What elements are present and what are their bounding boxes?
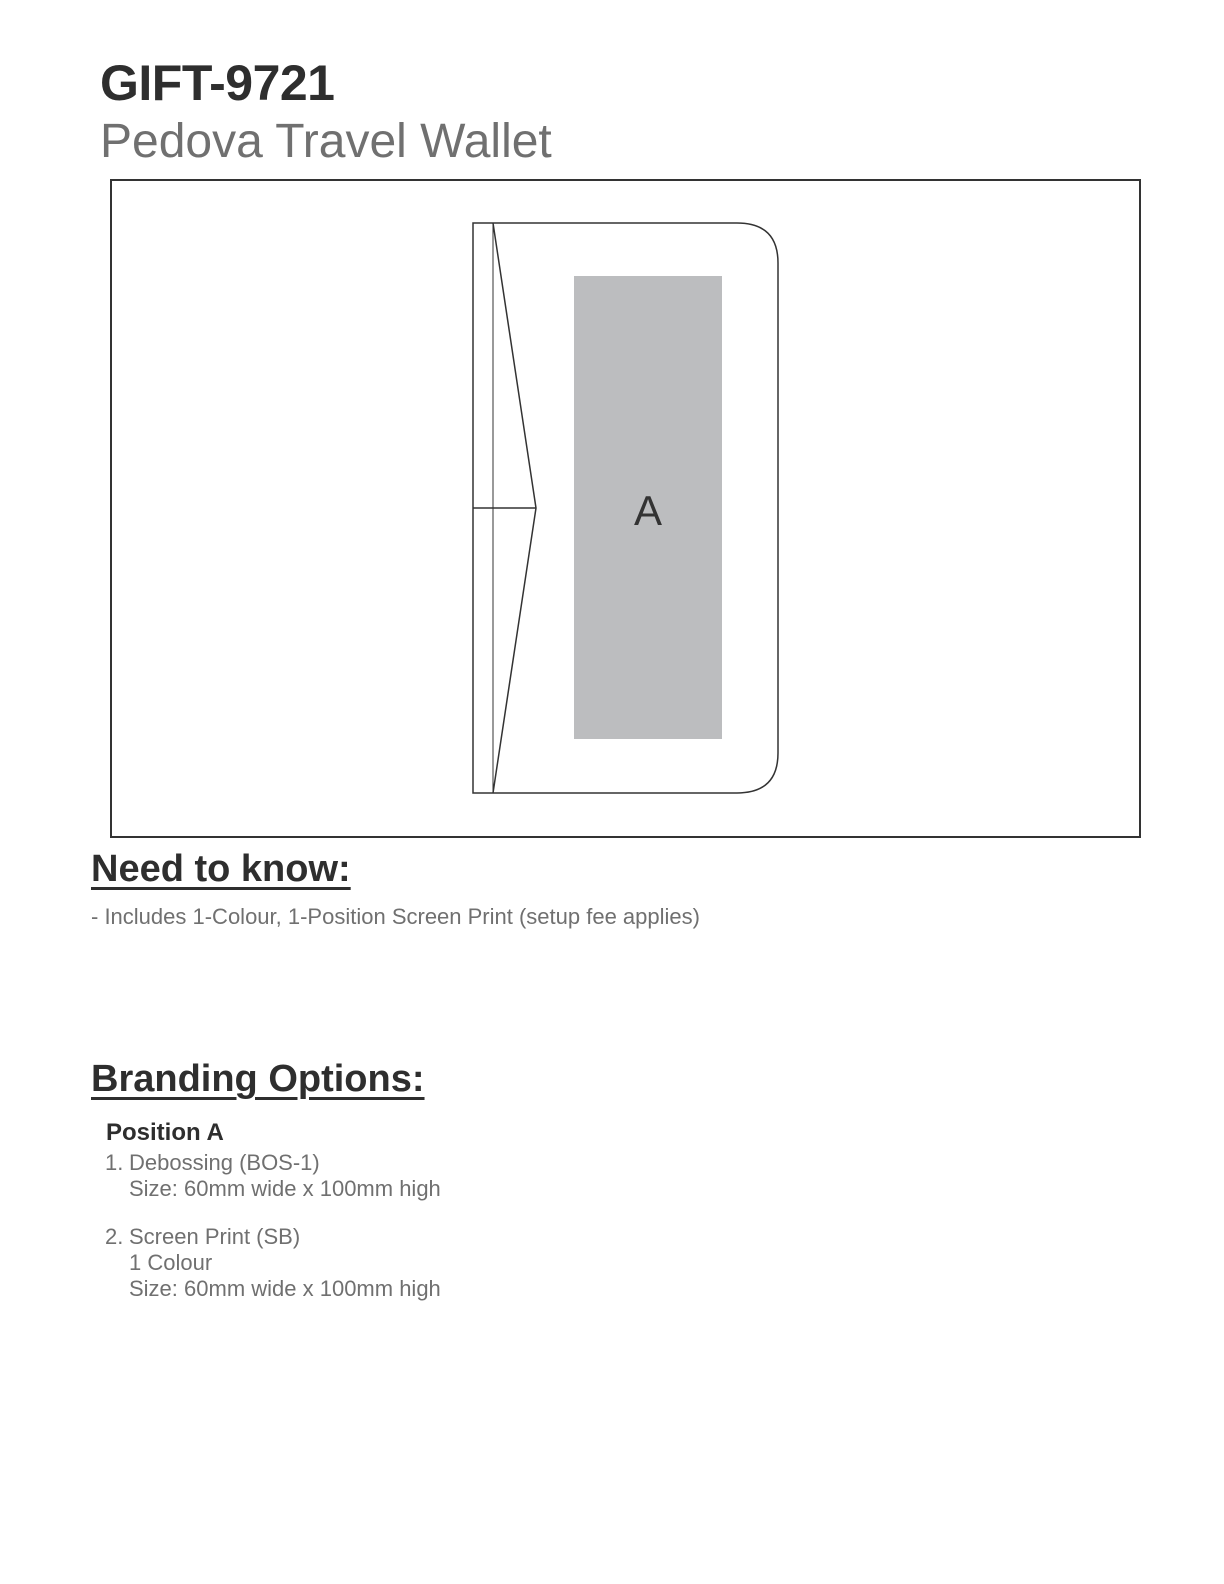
product-name: Pedova Travel Wallet xyxy=(100,115,552,168)
option-number: 2. xyxy=(105,1224,124,1249)
need-to-know-heading: Need to know: xyxy=(91,848,351,890)
need-to-know-item: - Includes 1-Colour, 1-Position Screen Print (setup fee applies) xyxy=(91,904,700,929)
branding-option-screen-print xyxy=(105,1224,441,1302)
option-method: Screen Print (SB) xyxy=(129,1224,301,1249)
branding-option-debossing xyxy=(105,1150,441,1202)
position-a-title: Position A xyxy=(106,1119,224,1146)
option-method: Debossing (BOS-1) xyxy=(129,1150,320,1175)
option-colours: 1 Colour xyxy=(129,1250,213,1275)
product-code: GIFT-9721 xyxy=(100,55,335,111)
option-size: Size: 60mm wide x 100mm high xyxy=(129,1176,441,1201)
option-size: Size: 60mm wide x 100mm high xyxy=(129,1276,441,1301)
branding-options-heading: Branding Options: xyxy=(91,1058,425,1100)
print-area-marker: A xyxy=(633,487,663,534)
product-diagram-frame xyxy=(110,179,1141,838)
option-number: 1. xyxy=(105,1150,124,1175)
wallet-diagram xyxy=(112,181,1139,836)
